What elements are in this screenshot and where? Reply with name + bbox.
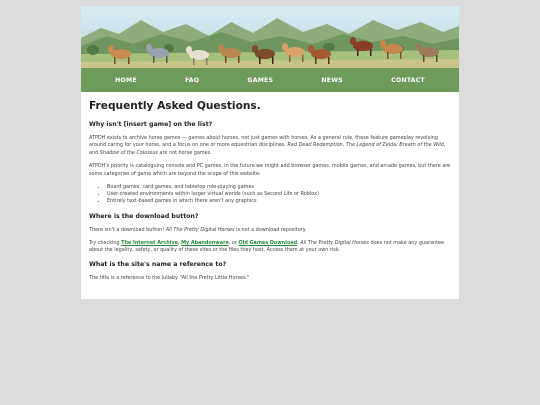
text-span: . (297, 240, 301, 247)
game-title: Red Dead Redemption (287, 142, 343, 149)
faq-answer-paragraph: The title is a reference to the lullaby "All the Pretty Little Horses." (89, 274, 250, 281)
page-title: Frequently Asked Questions. (89, 100, 261, 112)
site-name: All The Pretty Digital Horses (165, 226, 235, 233)
excluded-categories-list (89, 184, 451, 206)
text-span: , (177, 240, 182, 247)
faq-question-download: Where is the download button? (89, 212, 199, 220)
game-title: The Legend of Zelda: Breath of the Wild (345, 142, 444, 149)
header-banner (81, 6, 459, 68)
nav-news[interactable]: NEWS (321, 76, 343, 84)
text-span: is not a download repository. (234, 226, 307, 233)
faq-question-site-name: What is the site's name a reference to? (89, 260, 227, 268)
faq-answer-paragraph (89, 135, 451, 157)
link-my-abandonware[interactable]: My Abandonware (181, 240, 229, 247)
emphasis-about: about (206, 135, 221, 141)
text-span: There isn't a download button! (89, 226, 166, 233)
game-title: Shadow of the Colossus (99, 149, 158, 156)
page-container (81, 6, 459, 299)
link-old-games-download[interactable]: Old Games Download (238, 240, 298, 247)
text-span: , or (228, 240, 239, 247)
text-span: horses, not just games (220, 135, 280, 141)
text-span: does not make any guarantee about the legality, safety, or quality of these sites or the files they host. Access them at your own risk. (89, 240, 445, 254)
nav-faq[interactable]: FAQ (185, 76, 200, 84)
faq-question-missing-game: Why isn't [insert game] on the list? (89, 121, 213, 128)
list-item: • Board games, card games, and tabletop role-playing games (107, 184, 451, 191)
site-name: All The Pretty Digital Horses (300, 240, 369, 247)
list-item: • Entirely text-based games in which there aren't any graphics (107, 198, 451, 205)
faq-answer-paragraph (89, 240, 451, 255)
faq-answer-paragraph: ATPDH's priority is cataloguing console and PC games. In the future we might add browser games, mobile games, and arcade games, but there are some categories of game which are beyond the scope of this website: (89, 163, 451, 177)
link-internet-archive[interactable]: The Internet Archive (121, 240, 178, 247)
text-span: , (342, 142, 346, 149)
text-span: are not horse games. (157, 149, 212, 156)
faq-content (89, 100, 451, 288)
text-span: ATPDH exists to archive horse games — games (89, 135, 207, 141)
text-span: horses. As a general rule, these feature gameplay revolving around caring for your horse, and a focus on one or more equestrian disciplines. (89, 135, 438, 149)
text-span: , and (89, 142, 446, 156)
text-span: Try checking (89, 240, 122, 247)
list-item: • User-created environments within larger virtual worlds (such as Second Life or Roblox) (107, 191, 451, 198)
emphasis-with: with (279, 135, 290, 141)
nav-home[interactable]: HOME (115, 76, 137, 84)
main-nav (81, 68, 459, 92)
nav-contact[interactable]: CONTACT (391, 76, 425, 84)
faq-answer-paragraph (89, 227, 451, 234)
horses-landscape-illustration (81, 6, 459, 68)
nav-games[interactable]: GAMES (247, 76, 274, 84)
